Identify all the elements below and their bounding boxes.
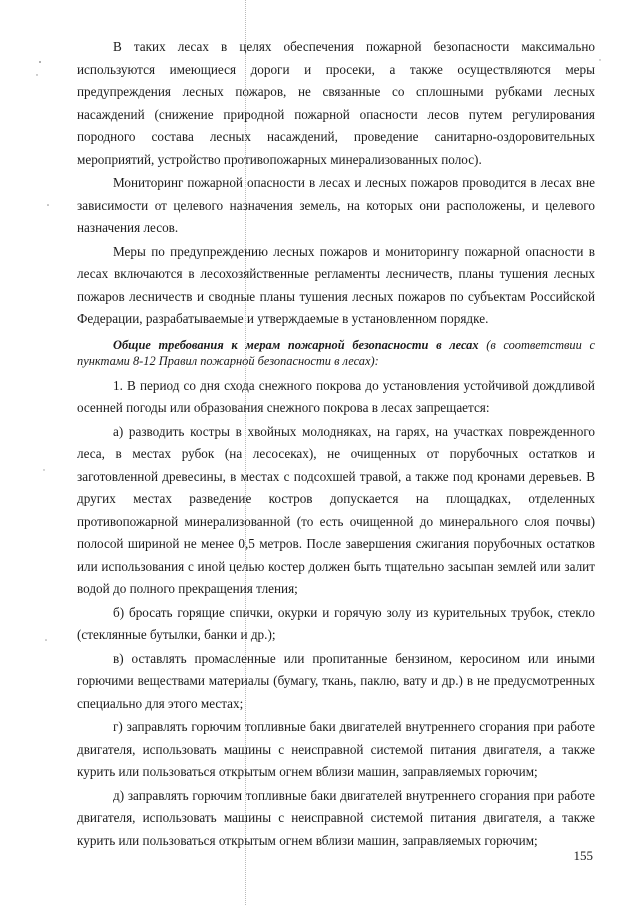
list-item-a: а) разводить костры в хвойных молодняках, на гарях, на участках поврежденного леса, в местах рубок (на лесосеках), не очищенных от порубочных остатков и заготовленной древесины, в местах с подсохшей травой, а также под кронами деревьев. В других местах разведение костров допускается на площадках, отделенных противопожарной минерализованной (то есть очищенной до минерального слоя почвы) полосой шириной не менее 0,5 метров. После завершения сжигания порубочных остатков или использования с иной целью костер должен быть тщательно засыпан землей или залит водой до полного прекращения тления;: [77, 423, 595, 596]
paragraph-monitoring: Мониторинг пожарной опасности в лесах и лесных пожаров проводится в лесах вне зависимости от целевого назначения земель, на которых они расположены, и целевого назначения лесов.: [77, 175, 595, 235]
list-item-v: в) оставлять промасленные или пропитанные бензином, керосином или иными горючими веществами материалы (бумагу, ткань, паклю, вату и др.) в не предусмотренных специально для этого местах;: [77, 650, 595, 711]
section-heading: [77, 337, 595, 369]
list-item-1: 1. В период со дня схода снежного покрова до установления устойчивой дождливой осенней погоды или образования снежного покрова в лесах запрещается:: [77, 377, 595, 415]
paragraph-fire-safety-roads: В таких лесах в целях обеспечения пожарной безопасности максимально используются имеющиеся дороги и просеки, а также осуществляются меры предупреждения лесных пожаров, не связанные со сплошными рубками лесных насаждений (снижение природной пожарной опасности лесов путем регулирования породного состава лесных насаждений, проведение санитарно-оздоровительных мероприятий, устройство противопожарных минерализованных полос).: [77, 39, 595, 167]
section-heading-italic: (в соответствии с пунктами 8-12 Правил пожарной безопасности в лесах):: [77, 337, 595, 368]
list-item-g: г) заправлять горючим топливные баки двигателей внутреннего сгорания при работе двигателя, использовать машины с неисправной системой питания двигателя, а также курить или пользоваться открытым огнем вблизи машин, заправляемых горючим;: [77, 719, 595, 779]
document-page: [77, 36, 595, 853]
page-number: 155: [573, 848, 593, 863]
list-item-d: д) заправлять горючим топливные баки двигателей внутреннего сгорания при работе двигателя, использовать машины с неисправной системой питания двигателя, а также курить или пользоваться открытым огнем вблизи машин, заправляемых горючим;: [77, 787, 595, 848]
list-item-b: б) бросать горящие спички, окурки и горячую золу из курительных трубок, стекло (стеклянные бутылки, банки и др.);: [77, 604, 595, 642]
section-heading-bold: Общие требования к мерам пожарной безопасности в лесах: [113, 337, 479, 352]
paragraph-prevention-measures: Меры по предупреждению лесных пожаров и мониторингу пожарной опасности в лесах включаются в лесохозяйственные регламенты лесничеств, планы тушения лесных пожаров лесничеств и сводные планы тушения лесных пожаров по субъектам Российской Федерации, разрабатываемые и утверждаемые в установленном порядке.: [77, 243, 595, 326]
